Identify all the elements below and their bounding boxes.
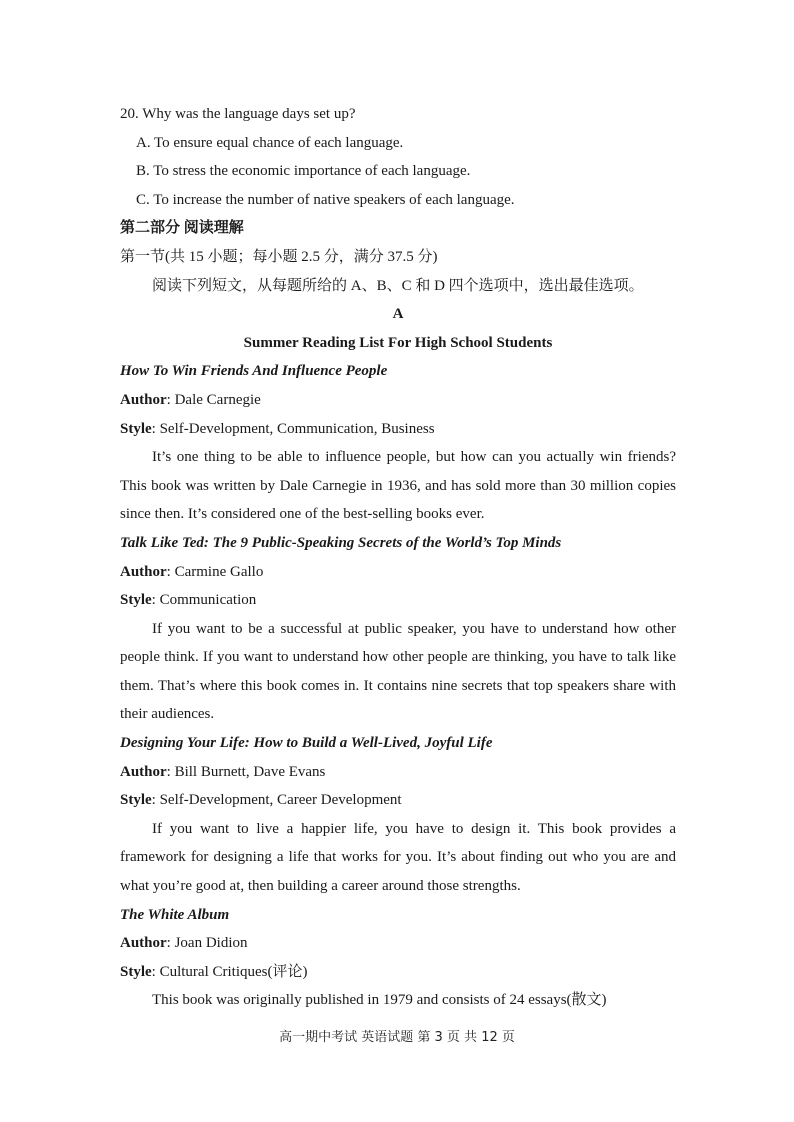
book-author: Author: Dale Carnegie bbox=[120, 391, 261, 408]
author-label: Author bbox=[120, 763, 167, 780]
author-value: Carmine Gallo bbox=[174, 563, 264, 580]
book-description: If you want to be a successful at public speaker, you have to understand how other people think. If you want to understand how other people are thinking, you have to talk like them. That’s where this book comes in. It contains nine secrets that top speakers share with their audiences. bbox=[120, 620, 676, 723]
style-value: Self-Development, Career Development bbox=[159, 792, 402, 809]
author-value: Joan Didion bbox=[174, 935, 248, 952]
style-value: Communication bbox=[159, 592, 257, 609]
author-label: Author bbox=[120, 563, 167, 580]
book-author: Author: Bill Burnett, Dave Evans bbox=[120, 763, 326, 780]
option-b: B. To stress the economic importance of each language. bbox=[136, 163, 471, 180]
book-description: This book was originally published in 1979 and consists of 24 essays(散文) bbox=[152, 992, 607, 1009]
question-stem: 20. Why was the language days set up? bbox=[120, 106, 356, 122]
instruction: 阅读下列短文，从每题所给的 A、B、C 和 D 四个选项中，选出最佳选项。 bbox=[152, 277, 644, 294]
part-title: 第二部分 阅读理解 bbox=[120, 220, 244, 237]
book-style: Style: Cultural Critiques(评论) bbox=[120, 963, 308, 980]
author-value: Bill Burnett, Dave Evans bbox=[174, 763, 326, 780]
option-c: C. To increase the number of native speakers of each language. bbox=[136, 191, 515, 208]
passage-letter: A bbox=[392, 306, 404, 323]
style-label: Style bbox=[120, 963, 152, 980]
style-label: Style bbox=[120, 792, 152, 809]
book-title: How To Win Friends And Influence People bbox=[120, 363, 388, 380]
book-author: Author: Carmine Gallo bbox=[120, 563, 264, 580]
exam-page bbox=[120, 100, 676, 1015]
author-value: Dale Carnegie bbox=[174, 391, 261, 408]
option-a: A. To ensure equal chance of each language. bbox=[136, 134, 404, 151]
style-value: Cultural Critiques(评论) bbox=[159, 963, 308, 980]
book-title: Designing Your Life: How to Build a Well-Lived, Joyful Life bbox=[120, 735, 493, 752]
book-style: Style: Communication bbox=[120, 592, 257, 609]
subsection-title: 第一节(共 15 小题；每小题 2.5 分，满分 37.5 分) bbox=[120, 248, 438, 265]
style-value: Self-Development, Communication, Business bbox=[159, 420, 435, 437]
style-label: Style bbox=[120, 592, 152, 609]
page-footer: 高一期中考试 英语试题 第 3 页 共 12 页 bbox=[279, 1030, 515, 1045]
passage-title: Summer Reading List For High School Students bbox=[243, 334, 553, 351]
book-description: If you want to live a happier life, you have to design it. This book provides a framework for designing a life that works for you. It’s about finding out who you are and what you’re good at, then building a career around those strengths. bbox=[120, 820, 676, 895]
author-label: Author bbox=[120, 935, 167, 952]
book-style: Style: Self-Development, Communication, Business bbox=[120, 420, 435, 437]
book-style: Style: Self-Development, Career Development bbox=[120, 792, 402, 809]
book-author: Author: Joan Didion bbox=[120, 935, 248, 952]
author-label: Author bbox=[120, 391, 167, 408]
book-description: It’s one thing to be able to influence people, but how can you actually win friends? This book was written by Dale Carnegie in 1936, and has sold more than 30 million copies since then. It’s considered one of the best-selling books ever. bbox=[120, 449, 676, 523]
book-title: Talk Like Ted: The 9 Public-Speaking Secrets of the World’s Top Minds bbox=[120, 534, 562, 551]
book-title: The White Album bbox=[120, 906, 230, 923]
style-label: Style bbox=[120, 420, 152, 437]
